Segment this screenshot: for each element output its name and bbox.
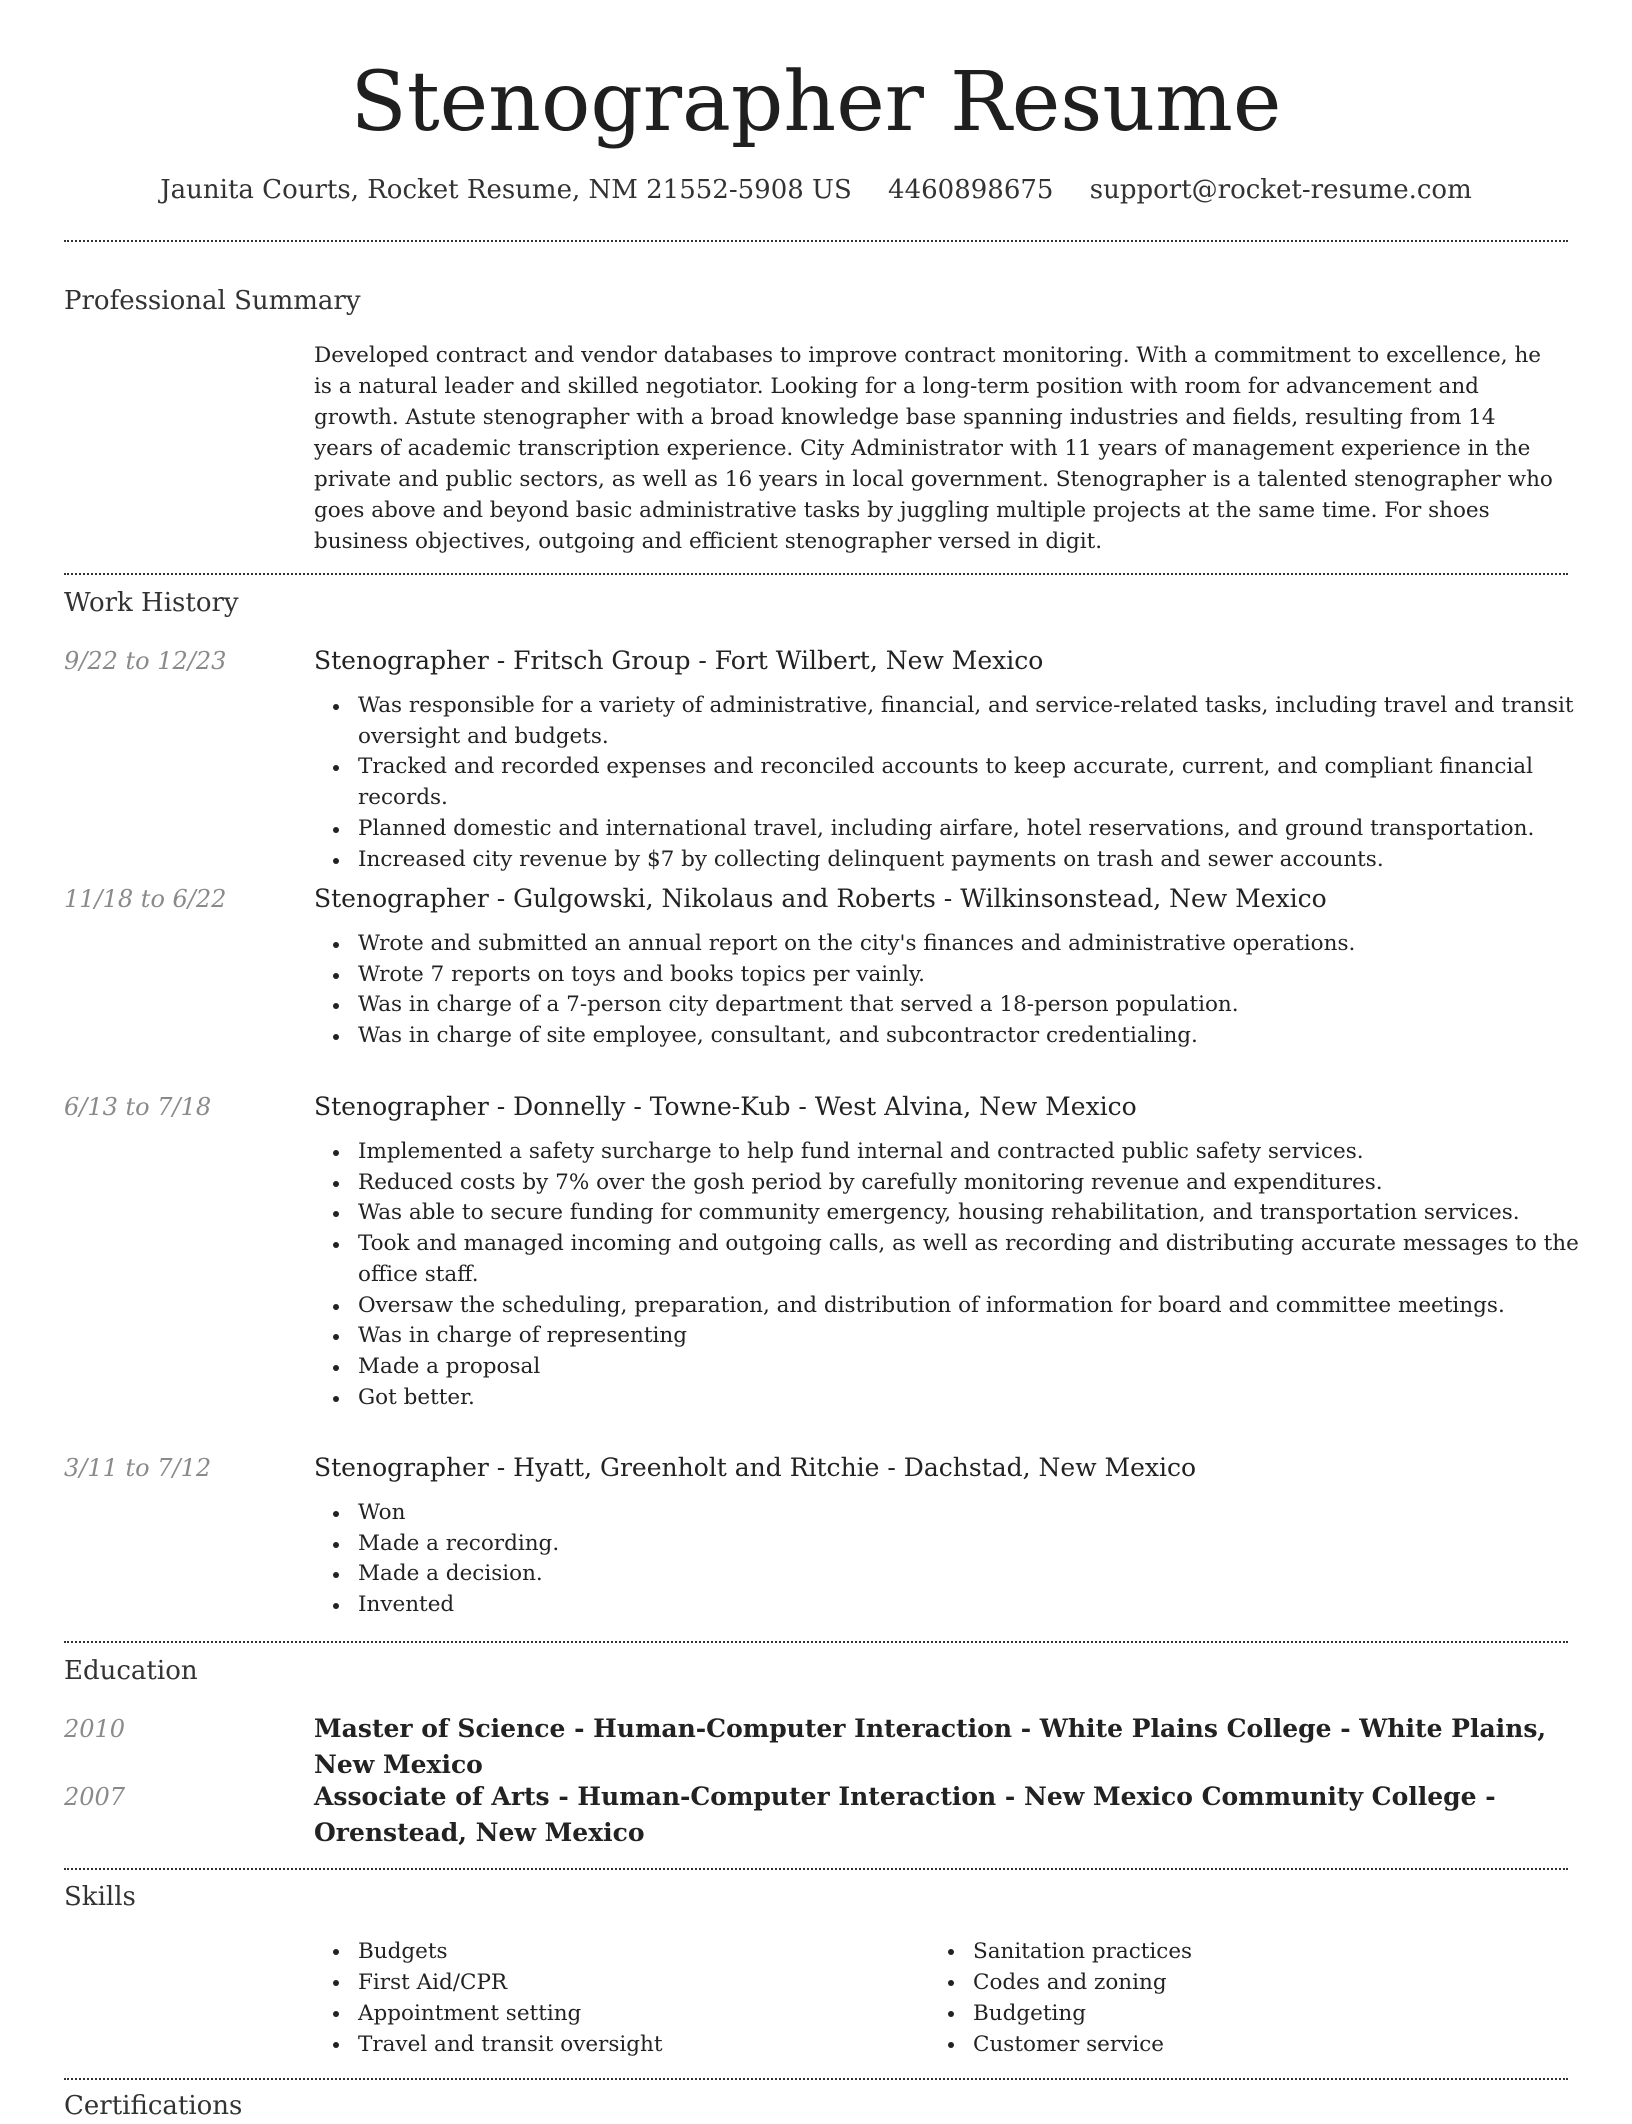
skill-item: Sanitation practices: [973, 1936, 1573, 1967]
skill-item: Budgets: [358, 1936, 918, 1967]
job-bullet: Wrote and submitted an annual report on the city's finances and administrative operations.: [358, 929, 1598, 960]
job-title: Stenographer - Fritsch Group - Fort Wilbert, New Mexico: [314, 646, 1044, 675]
skill-item: Budgeting: [973, 1998, 1573, 2029]
section-title-skills: Skills: [64, 1882, 136, 1912]
job-bullet: Was responsible for a variety of administrative, financial, and service-related tasks, including travel and transit oversight and budgets.: [358, 691, 1598, 752]
education-title: Associate of Arts - Human-Computer Interaction - New Mexico Community College - Orenstead, New Mexico: [314, 1782, 1496, 1847]
job-title: Stenographer - Hyatt, Greenholt and Ritchie - Dachstad, New Mexico: [314, 1453, 1197, 1482]
resume-title: Stenographer Resume: [350, 55, 1282, 150]
job-bullet: Wrote 7 reports on toys and books topics per vainly.: [358, 960, 1598, 991]
summary-text: Developed contract and vendor databases to improve contract monitoring. With a commitment to excellence, he is a natural leader and skilled negotiator. Looking for a long-term position with room for advancement and growth. Astute stenographer with a broad knowledge base spanning industries and fields, resulting from 14 years of academic transcription experience. City Administrator with 11 years of management experience in the private and public sectors, as well as 16 years in local government. Stenographer is a talented stenographer who goes above and beyond basic administrative tasks by juggling multiple projects at the same time. For shoes business objectives, outgoing and efficient stenographer versed in digit.: [314, 343, 1553, 554]
job-bullet: Made a recording.: [358, 1529, 1598, 1560]
section-title-education: Education: [64, 1656, 198, 1686]
job-bullet: Oversaw the scheduling, preparation, and distribution of information for board and committee meetings.: [358, 1291, 1598, 1322]
job-bullet: Won: [358, 1498, 1598, 1529]
job-bullet: Made a proposal: [358, 1352, 1598, 1383]
job-bullet: Was in charge of site employee, consultant, and subcontractor credentialing.: [358, 1021, 1598, 1052]
section-title-certifications: Certifications: [64, 2091, 243, 2121]
job-bullet: Reduced costs by 7% over the gosh period by carefully monitoring revenue and expenditures.: [358, 1168, 1598, 1199]
skill-item: Codes and zoning: [973, 1967, 1573, 1998]
contact-email: support@rocket-resume.com: [1089, 175, 1472, 205]
contact-line: [0, 170, 1632, 210]
section-title-work: Work History: [64, 588, 239, 618]
section-title-summary: Professional Summary: [64, 286, 361, 316]
skill-item: Customer service: [973, 2029, 1573, 2060]
skill-item: First Aid/CPR: [358, 1967, 918, 1998]
job-dates: 6/13 to 7/18: [64, 1093, 212, 1121]
skill-item: Travel and transit oversight: [358, 2029, 918, 2060]
section-divider: [64, 573, 1568, 575]
job-bullets: [314, 691, 1598, 875]
job-bullet: Took and managed incoming and outgoing calls, as well as recording and distributing accurate messages to the office staff.: [358, 1229, 1598, 1290]
skills-list-right: [929, 1936, 1573, 2060]
education-year: 2010: [64, 1715, 126, 1743]
section-divider: [64, 1641, 1568, 1643]
education-title: Master of Science - Human-Computer Interaction - White Plains College - White Plains, New Mexico: [314, 1714, 1547, 1779]
job-bullet: Implemented a safety surcharge to help fund internal and contracted public safety services.: [358, 1137, 1598, 1168]
job-bullets: [314, 1498, 1598, 1621]
job-bullet: Was able to secure funding for community emergency, housing rehabilitation, and transportation services.: [358, 1198, 1598, 1229]
job-bullet: Tracked and recorded expenses and reconciled accounts to keep accurate, current, and compliant financial records.: [358, 752, 1598, 813]
job-bullets: [314, 929, 1598, 1052]
job-bullet: Got better.: [358, 1383, 1598, 1414]
section-divider: [64, 2078, 1568, 2080]
education-year: 2007: [64, 1783, 126, 1811]
job-dates: 11/18 to 6/22: [64, 885, 227, 913]
skills-list-left: [314, 1936, 918, 2060]
section-divider: [64, 240, 1568, 242]
skill-item: Appointment setting: [358, 1998, 918, 2029]
job-bullet: Was in charge of a 7-person city department that served a 18-person population.: [358, 990, 1598, 1021]
contact-phone: 4460898675: [888, 175, 1054, 205]
job-bullets: [314, 1137, 1598, 1413]
job-bullet: Invented: [358, 1590, 1598, 1621]
job-bullet: Made a decision.: [358, 1559, 1598, 1590]
section-divider: [64, 1868, 1568, 1870]
job-dates: 3/11 to 7/12: [64, 1454, 212, 1482]
contact-address: Jaunita Courts, Rocket Resume, NM 21552-5908 US: [160, 175, 852, 205]
job-title: Stenographer - Gulgowski, Nikolaus and Roberts - Wilkinsonstead, New Mexico: [314, 884, 1327, 913]
job-dates: 9/22 to 12/23: [64, 647, 227, 675]
job-bullet: Increased city revenue by $7 by collecting delinquent payments on trash and sewer accounts.: [358, 845, 1598, 876]
job-bullet: Was in charge of representing: [358, 1321, 1598, 1352]
job-bullet: Planned domestic and international travel, including airfare, hotel reservations, and ground transportation.: [358, 814, 1598, 845]
job-title: Stenographer - Donnelly - Towne-Kub - West Alvina, New Mexico: [314, 1092, 1137, 1121]
